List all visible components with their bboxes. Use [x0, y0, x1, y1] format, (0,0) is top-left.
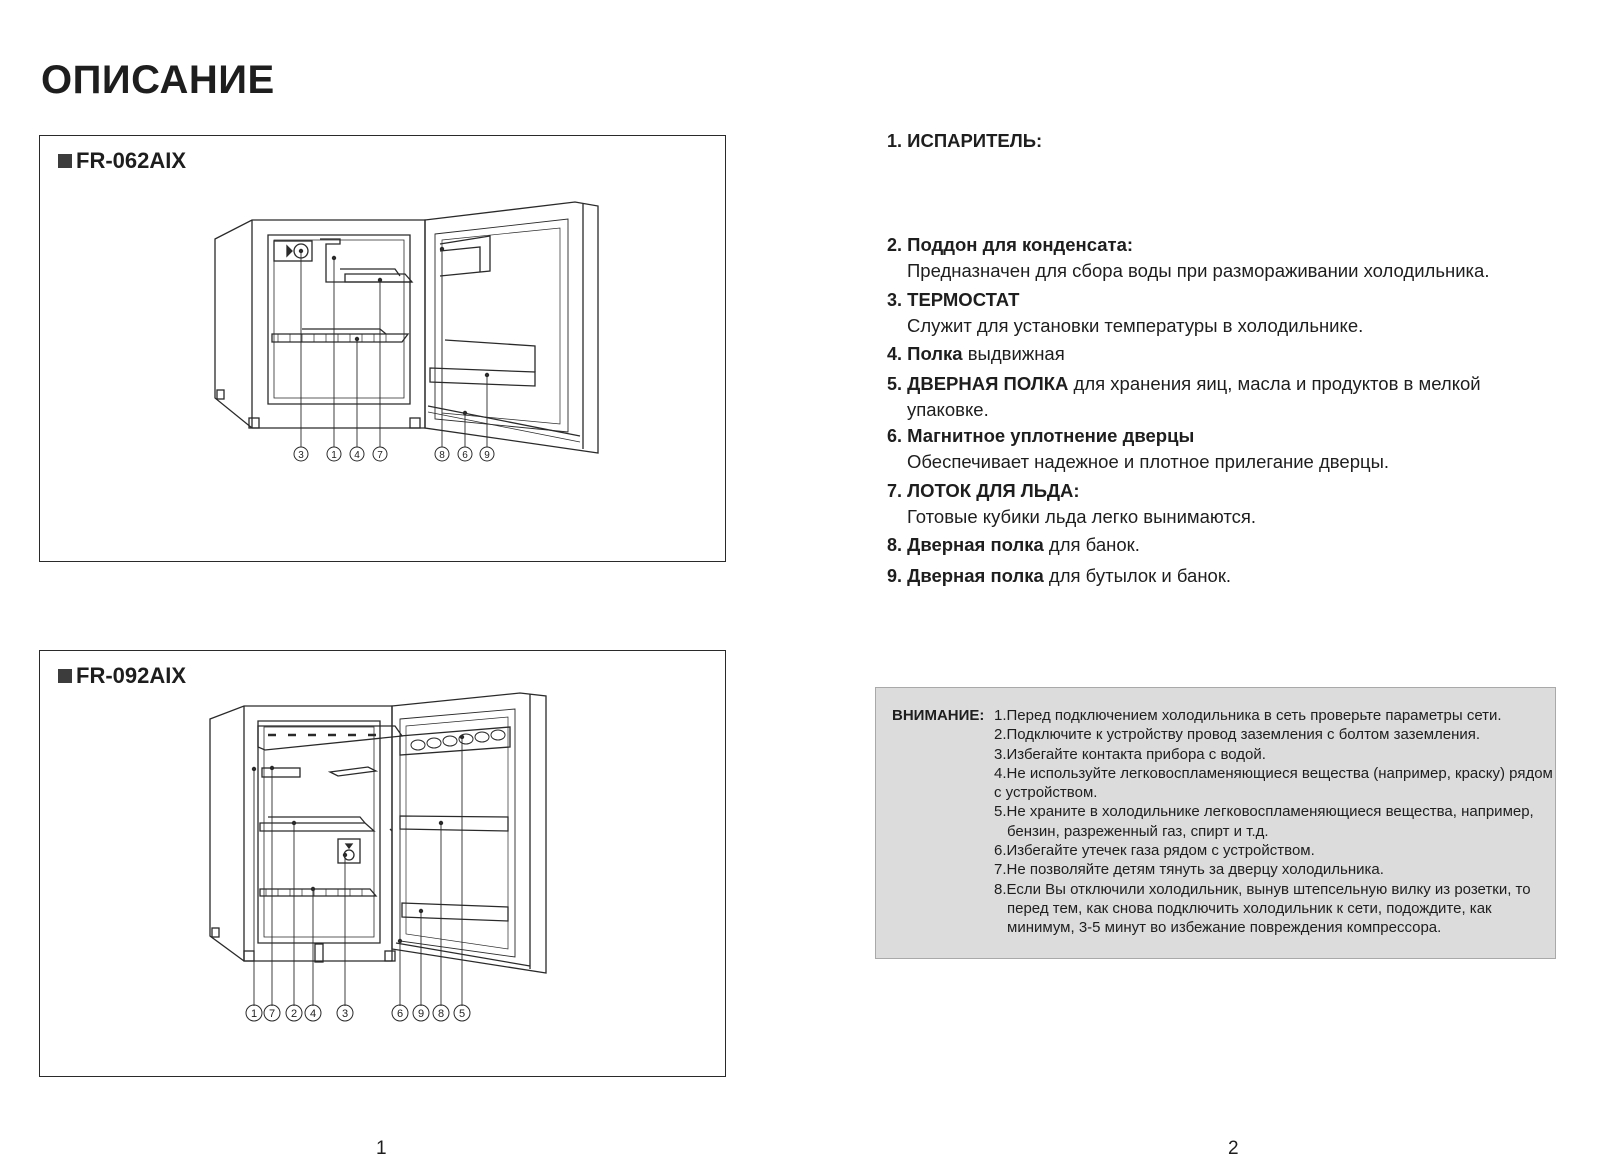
warning-item: 7.Не позволяйте детям тянуть за дверцу холодильника.: [994, 861, 1384, 879]
callout-label: 9: [484, 450, 490, 461]
callout-label: 4: [309, 1008, 317, 1020]
part-item: 8. Дверная полка для банок.: [887, 534, 1140, 555]
page-title: ОПИСАНИЕ: [41, 58, 275, 102]
callout-label: 9: [417, 1008, 425, 1020]
callout-label: 7: [377, 450, 383, 461]
page-number: 1: [376, 1138, 387, 1159]
warning-item: 3.Избегайте контакта прибора с водой.: [994, 745, 1266, 763]
part-item: 1. ИСПАРИТЕЛЬ:: [887, 130, 1043, 151]
callout-label: 1: [331, 450, 337, 461]
part-item: 7. ЛОТОК ДЛЯ ЛЬДА: Готовые кубики льда легко вынимаются.: [887, 480, 1257, 527]
callout-label: 2: [290, 1008, 298, 1020]
callout-label: 3: [341, 1008, 349, 1020]
callout-label: 6: [462, 450, 468, 461]
model-box-fr062: [39, 135, 726, 562]
callout-label: 1: [250, 1008, 258, 1020]
page-number: 2: [1228, 1138, 1239, 1159]
fridge-diagram-fr092: [40, 651, 727, 1078]
callout-label: 8: [439, 450, 445, 461]
part-item: 3. ТЕРМОСТАТ Служит для установки температуры в холодильнике.: [887, 289, 1364, 336]
callout-label: 7: [268, 1008, 276, 1020]
warning-item: 1.Перед подключением холодильника в сеть проверьте параметры сети.: [994, 707, 1502, 724]
warning-item: 5.Не храните в холодильнике легковоспламеняющиеся вещества, например, бензин, разреженный газ, спирт и т.д.: [994, 803, 1534, 840]
model-name: FR-092AIX: [76, 663, 187, 688]
warning-item: 4.Не используйте легковоспламеняющиеся вещества (например, краску) рядом с устройством.: [994, 764, 1553, 802]
part-item: 5. ДВЕРНАЯ ПОЛКА для хранения яиц, масла и продуктов в мелкой упаковке.: [887, 373, 1481, 420]
model-box-fr092: [39, 650, 726, 1077]
warning-item: 6.Избегайте утечек газа рядом с устройством.: [994, 842, 1315, 860]
warning-item: 2.Подключите к устройству провод заземления с болтом заземления.: [994, 726, 1481, 744]
part-item: 6. Магнитное уплотнение дверцы Обеспечивает надежное и плотное прилегание дверцы.: [887, 425, 1390, 472]
warning-box: [875, 687, 1556, 959]
callout-label: 5: [458, 1008, 466, 1020]
warning-label: ВНИМАНИЕ:: [892, 707, 985, 724]
model-name: FR-062AIX: [76, 148, 187, 173]
warning-item: 8.Если Вы отключили холодильник, вынув штепсельную вилку из розетки, то перед тем, как снова подключить холодильник к сети, подождите, как минимум, 3-5 минут во избежание повреждения компрессора.: [994, 880, 1531, 937]
part-item: 9. Дверная полка для бутылок и банок.: [887, 565, 1232, 586]
warning-list: [994, 706, 1554, 938]
callout-label: 8: [437, 1008, 445, 1020]
callout-label: 3: [298, 450, 304, 461]
callout-label: 6: [396, 1008, 404, 1020]
part-item: 4. Полка выдвижная: [887, 343, 1065, 364]
part-item: 2. Поддон для конденсата: Предназначен для сбора воды при размораживании холодильника.: [887, 234, 1490, 281]
fridge-diagram-fr062: [40, 136, 727, 563]
callout-label: 4: [354, 450, 360, 461]
